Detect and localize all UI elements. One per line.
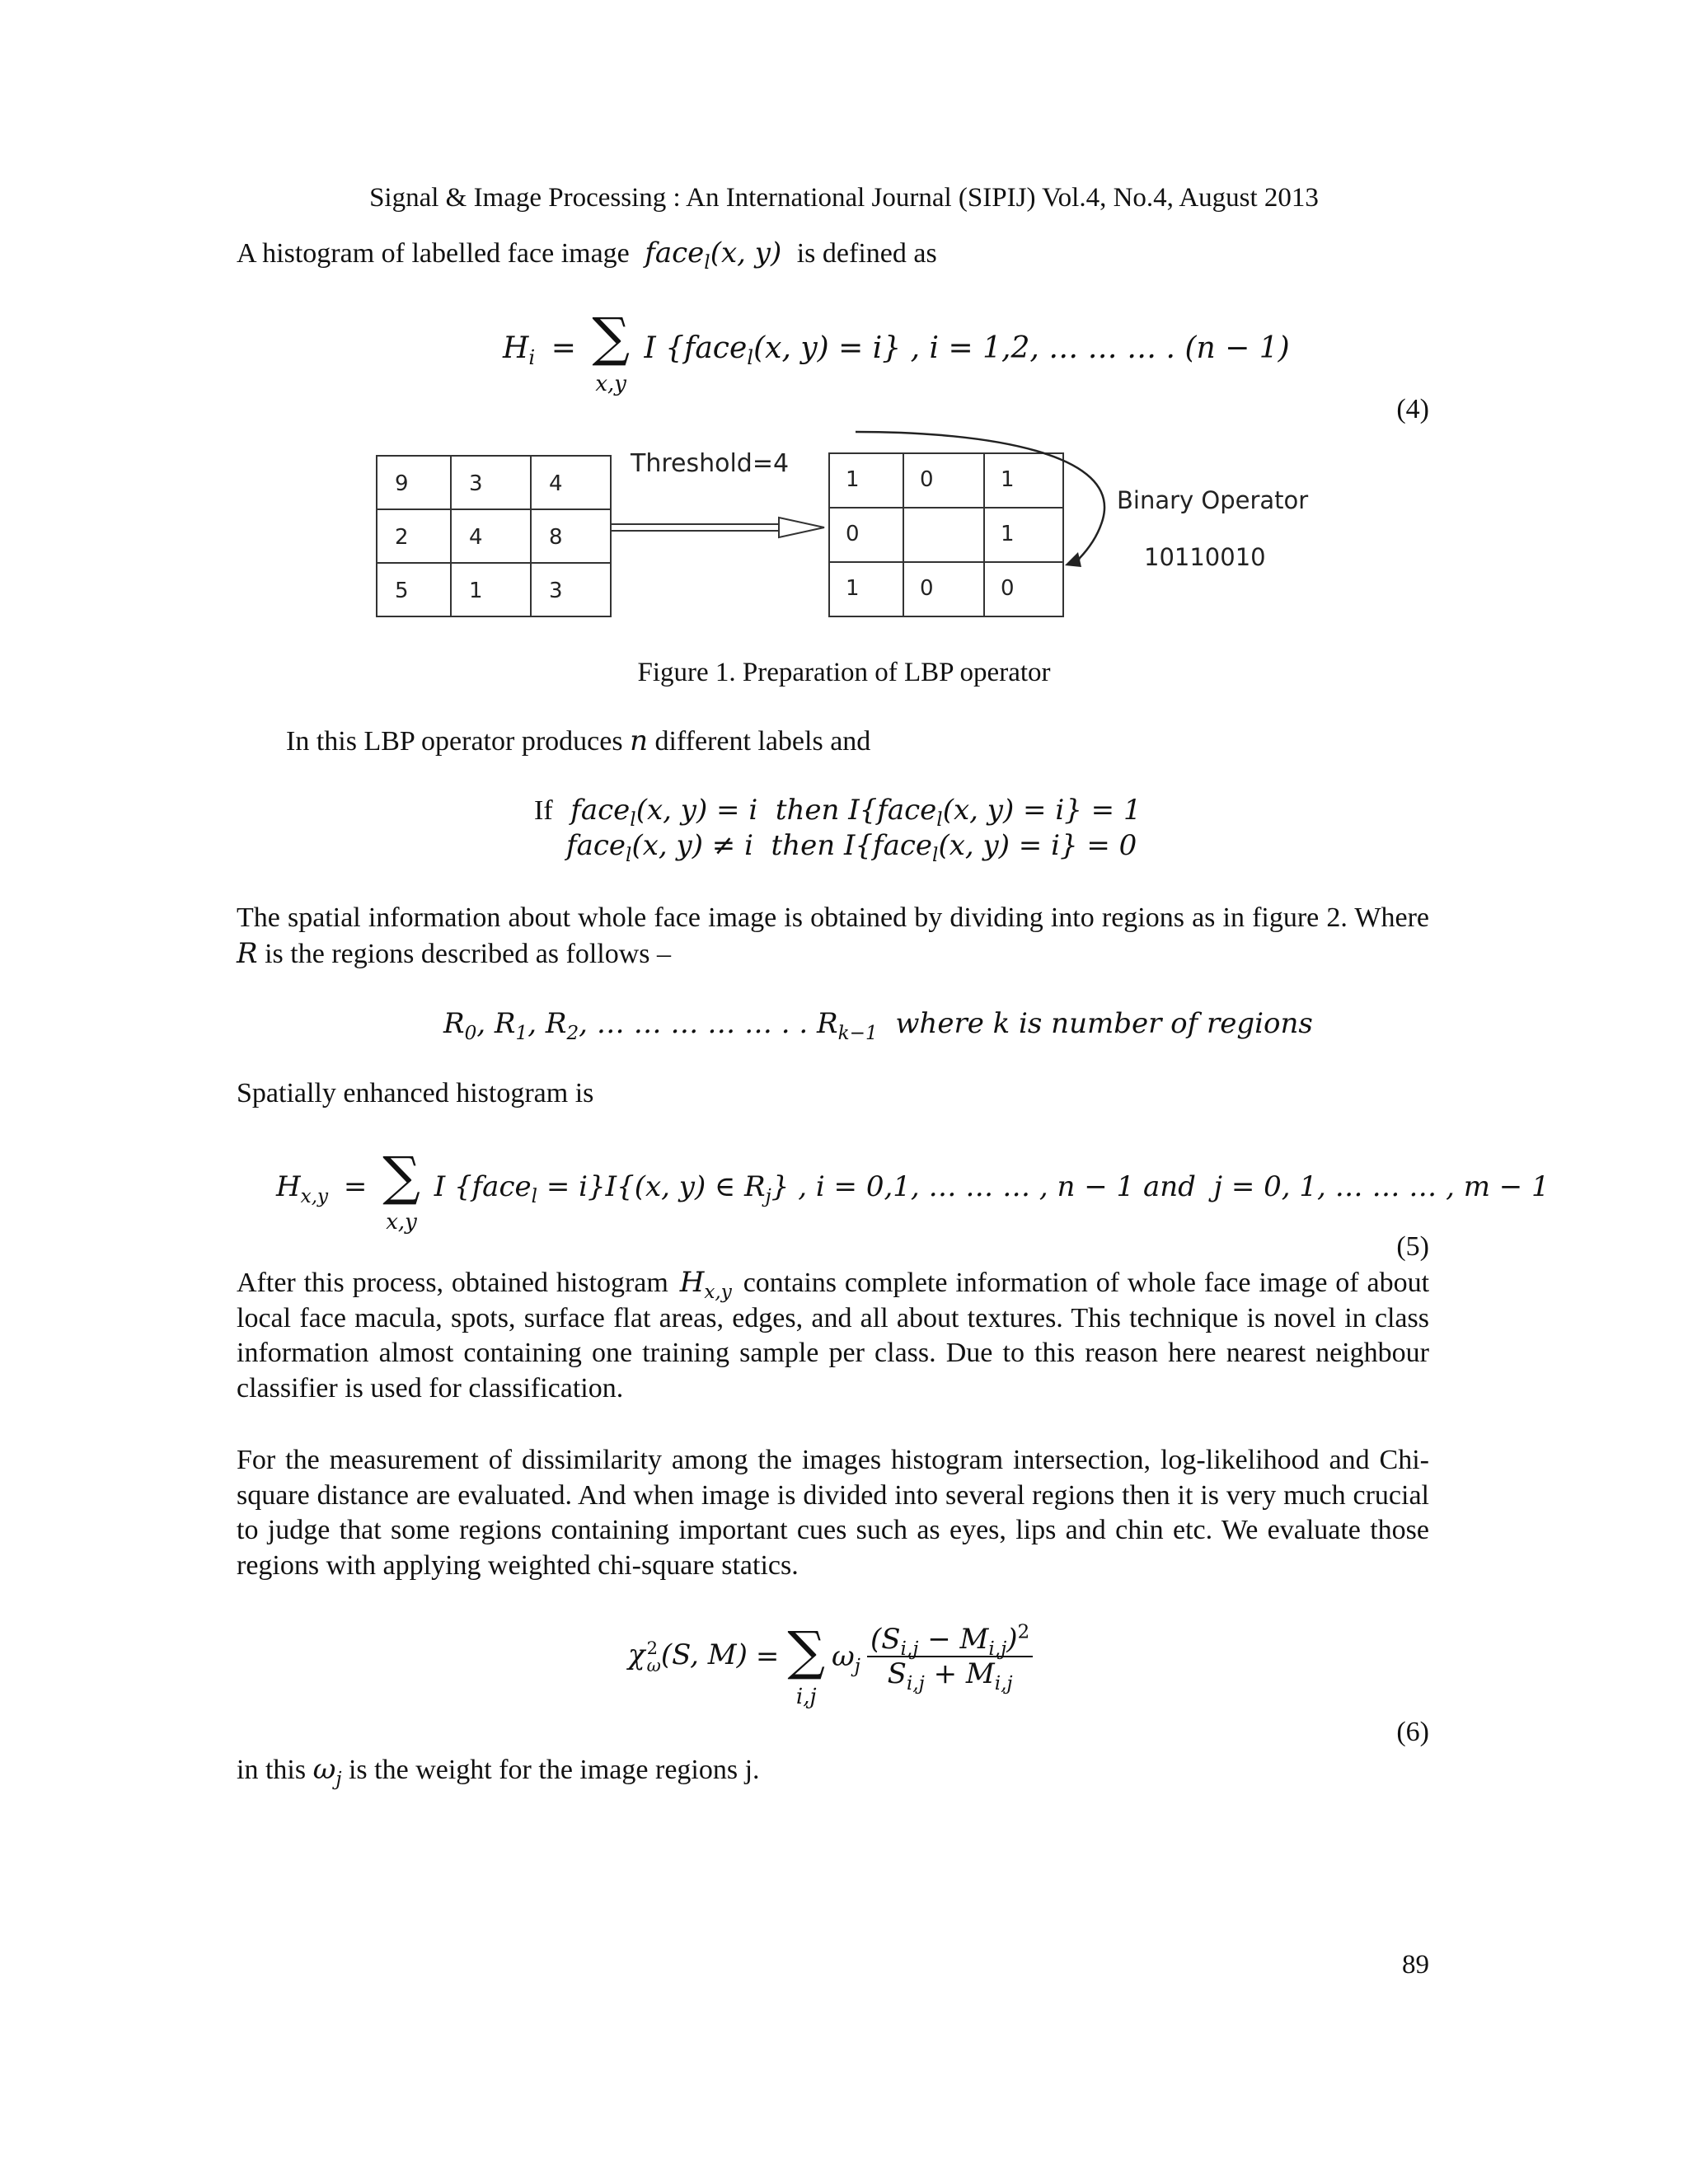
weight-paragraph	[237, 1752, 760, 1788]
figure-1-caption: Figure 1. Preparation of LBP operator	[637, 658, 1051, 687]
after-text-rest: contains complete information of whole face image of about local face macula, spots, surface flat areas, edges, and all about textures. This technique is novel in class information almost containing one training sample per class. Due to this reason here nearest neighbour classifier is used for classification.	[237, 1268, 1430, 1404]
binary-grid-cell	[984, 453, 1063, 508]
binary-grid-cell	[903, 453, 984, 508]
binary-grid-value: 1	[846, 576, 860, 601]
binary-grid-cell	[829, 508, 903, 562]
spatial-paragraph: The spatial information about whole face image is obtained by dividing into regions as in figure 2. Where R is the regions described as follows –	[237, 902, 1429, 970]
threshold-label: Threshold=4	[631, 449, 790, 478]
input-grid-value: 1	[469, 579, 483, 603]
eq6-lhs: χ2 ω(S, M)	[628, 1638, 748, 1676]
condition-line-2: face$_l$(x, y) ≠ i then I{face$_l$(x, y) = i} = 0	[566, 829, 1137, 866]
binary-grid-value: 0	[1001, 576, 1015, 601]
binary-grid-value: 1	[1001, 522, 1015, 546]
input-grid-cell	[531, 456, 611, 509]
after-paragraph	[237, 1265, 1429, 1406]
binary-grid-cell	[984, 562, 1063, 616]
eq6-sum	[787, 1621, 826, 1711]
regions-equation: $R_0$, $R_1$, $R_2$, … … … … … . . $R_{k-1}$ where k is number of regions	[443, 1007, 1313, 1044]
eq6-fraction	[867, 1621, 1033, 1694]
binary-grid-cell	[984, 508, 1063, 562]
input-grid-value: 3	[549, 579, 563, 603]
eq6-numerator: $(S_{i,j} - M_{i,j})^2$	[867, 1623, 1033, 1657]
histogram-intro-math: face$_l$(x, y)	[645, 237, 782, 274]
input-grid-value: 8	[549, 525, 563, 550]
binary-grid-value: 1	[846, 467, 860, 492]
eq4-lhs: $H_i$	[503, 330, 536, 369]
equation-6-number: (6)	[1396, 1717, 1429, 1747]
binary-grid-cell	[903, 508, 984, 562]
input-grid	[377, 456, 611, 616]
binary-grid-cell	[829, 562, 903, 616]
equation-6: χ2 ω(S, M) = ∑ i,j $\omega_j$ $\frac{(S_{i,j} - M_{i,j})^2}{S_{i,j} + M_{i,j}}$	[628, 1614, 1033, 1699]
equation-5-number: (5)	[1396, 1231, 1429, 1262]
input-grid-cell	[377, 456, 451, 509]
arrow-right-icon	[610, 518, 824, 537]
enhanced-paragraph: Spatially enhanced histogram is	[237, 1078, 594, 1108]
eq4-body: I {face$_l$(x, y) = i} , i = 1,2, … … … . (n − 1)	[644, 330, 1290, 369]
binary-operator-label: Binary Operator	[1117, 486, 1309, 514]
eq4-sum	[592, 307, 630, 398]
input-grid-cell	[377, 509, 451, 563]
condition-line-1: If face$_l$(x, y) = i then I{face$_l$(x, y) = i} = 1	[534, 794, 1142, 831]
weight-text-pre: in this	[237, 1755, 307, 1785]
input-grid-cell	[451, 563, 531, 616]
input-grid-value: 4	[469, 525, 483, 550]
eq5-sum	[382, 1146, 420, 1236]
sum-symbol: ∑	[787, 1621, 826, 1682]
eq5-sum-limits: x,y	[386, 1210, 417, 1235]
input-grid-value: 2	[395, 525, 409, 550]
weight-text-post: is the weight for the image regions j.	[348, 1755, 760, 1785]
eq5-lhs: $H_{x,y}$	[276, 1170, 329, 1207]
weight-math: $\omega_j$	[312, 1753, 342, 1790]
dissimilarity-paragraph: For the measurement of dissimilarity among the images histogram intersection, log-likelihood and Chi-square distance are evaluated. And when image is divided into several regions then it is very much crucial to judge that some regions containing important cues such as eyes, lips and chin etc. We evaluate those regions with applying weighted chi-square statics.	[237, 1445, 1429, 1581]
input-grid-value: 9	[395, 471, 409, 496]
histogram-intro	[237, 236, 937, 274]
binary-grid-value: 1	[1001, 467, 1015, 492]
binary-grid-cell	[829, 453, 903, 508]
binary-grid-value: 0	[920, 576, 934, 601]
after-math: $H_{x,y}$	[679, 1266, 732, 1303]
eq5-body: I {face$_l$ = i}I{(x, y) ∈ $R_j$} , i = 0,1, … … … , n − 1 and j = 0, 1, … … … , m − 1	[434, 1170, 1550, 1207]
binary-code: 10110010	[1144, 543, 1266, 571]
labels-paragraph: In this LBP operator produces n different labels and	[286, 724, 871, 757]
binary-grid	[829, 453, 1063, 616]
input-grid-cell	[377, 563, 451, 616]
page-number: 89	[1402, 1950, 1429, 1980]
input-grid-cell	[531, 563, 611, 616]
running-header: Signal & Image Processing : An International Journal (SIPIJ) Vol.4, No.4, August 2013	[369, 183, 1319, 213]
binary-grid-value: 0	[846, 522, 860, 546]
equation-4: $H_i$ = ∑ x,y I {face$_l$(x, y) = i} , i = 1,2, … … … . (n − 1)	[503, 307, 1290, 396]
eq6-denominator: $S_{i,j} + M_{i,j}$	[887, 1657, 1013, 1694]
binary-grid-cell	[903, 562, 984, 616]
figure-1-diagram	[363, 420, 1319, 643]
sum-symbol: ∑	[592, 307, 630, 368]
eq6-sum-limits: i,j	[795, 1685, 817, 1709]
binary-grid-value: 0	[920, 467, 934, 492]
input-grid-value: 5	[395, 579, 409, 603]
input-grid-cell	[451, 509, 531, 563]
input-grid-value: 4	[549, 471, 563, 496]
eq4-sum-limits: x,y	[595, 372, 626, 396]
input-grid-value: 3	[469, 471, 483, 496]
histogram-intro-end: is defined as	[796, 238, 937, 269]
equation-5: $H_{x,y}$ = ∑ x,y I {face$_l$ = i}I{(x, y) ∈ $R_j$} , i = 0,1, … … … , n − 1 and j = 0, 1, … … … , m − 1	[276, 1146, 1550, 1235]
eq6-weight: $\omega_j$	[832, 1640, 860, 1677]
equation-4-number: (4)	[1396, 394, 1429, 424]
histogram-intro-text: A histogram of labelled face image	[237, 238, 630, 269]
input-grid-cell	[451, 456, 531, 509]
sum-symbol: ∑	[382, 1146, 420, 1207]
after-text-pre: After this process, obtained histogram	[237, 1268, 668, 1298]
input-grid-cell	[531, 509, 611, 563]
